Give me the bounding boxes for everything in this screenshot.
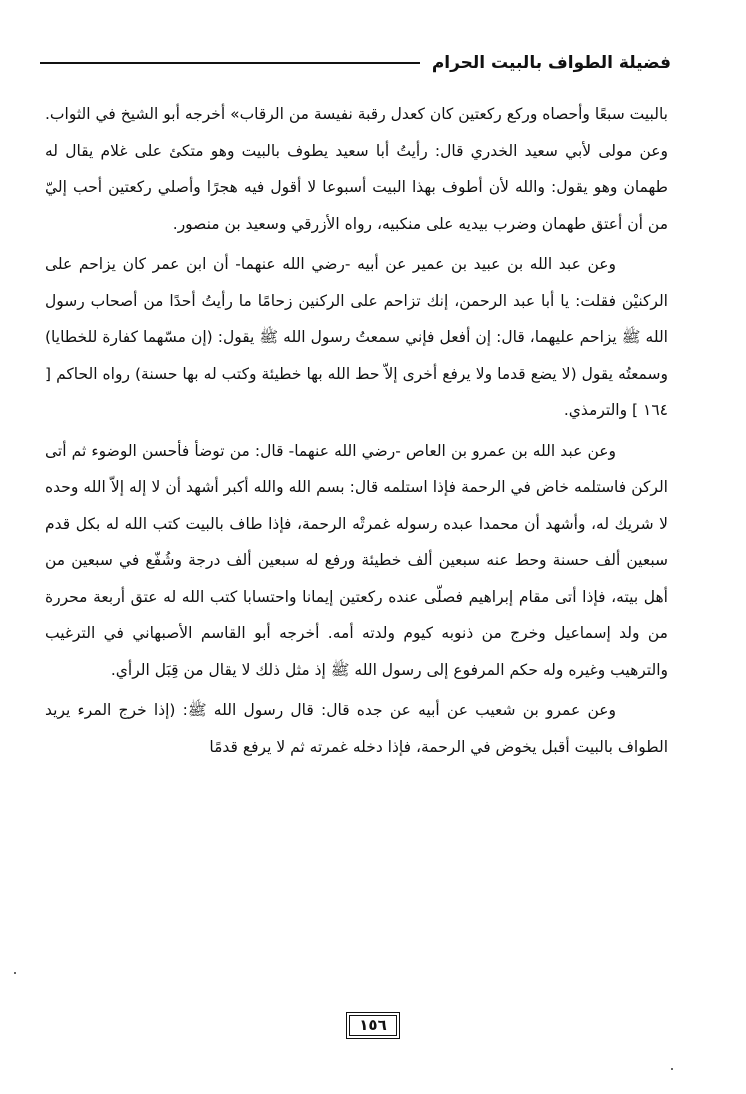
header-rule xyxy=(40,62,420,64)
paragraph: وعن عبد الله بن عبيد بن عمير عن أبيه -رضي الله عنهما- أن ابن عمر كان يزاحم على الركنيْن فقلت: يا أبا عبد الرحمن، إنك تزاحم على الركنين زحامًا ما رأيتُ أحدًا من أصحاب رسول الله ﷺ يزاحم عليهما، قال: إن أفعل فإني سمعتُ رسول الله ﷺ يقول: (إن مسّهما كفارة للخطايا) وسمعتُه يقول (لا يضع قدما ولا يرفع أخرى إلاّ حط الله بها خطيئة وكتب له بها حسنة) رواه الحاكم [ ١٦٤ ] والترمذي. xyxy=(45,255,668,419)
scan-speck xyxy=(14,972,16,974)
page-footer xyxy=(0,1012,746,1039)
paragraph: وعن عمرو بن شعيب عن أبيه عن جده قال: قال رسول الله ﷺ: (إذا خرج المرء يريد الطواف بالبيت أقبل يخوض في الرحمة، فإذا دخله غمرته ثم لا يرفع قدمًا xyxy=(45,701,668,756)
paragraph: بالبيت سبعًا وأحصاه وركع ركعتين كان كعدل رقبة نفيسة من الرقاب» أخرجه أبو الشيخ في الثواب. وعن مولى لأبي سعيد الخدري قال: رأيتُ أبا سعيد يطوف بالبيت وهو متكئ على غلام يقال له طهمان وهو يقول: والله لأن أطوف بهذا البيت أسبوعا لا أقول فيه هجرًا وأصلي ركعتين أحب إليّ من أن أعتق طهمان وضرب بيديه على منكبيه، رواه الأزرقي وسعيد بن منصور. xyxy=(45,105,668,233)
scan-speck xyxy=(671,1068,673,1070)
body-text xyxy=(45,96,668,769)
header-title: فضيلة الطواف بالبيت الحرام xyxy=(431,53,671,73)
running-header xyxy=(40,48,671,78)
page-number: ١٥٦ xyxy=(346,1012,399,1039)
paragraph: وعن عبد الله بن عمرو بن العاص -رضي الله عنهما- قال: من توضأ فأحسن الوضوء ثم أتى الركن فاستلمه خاض في الرحمة فإذا استلمه قال: بسم الله والله أكبر أشهد أن لا إله إلاّ الله وحده لا شريك له، وأشهد أن محمدا عبده رسوله غمرتْه الرحمة، فإذا طاف بالبيت كتب الله له بكل قدم سبعين ألف حسنة وحط عنه سبعين ألف خطيئة ورفع له سبعين ألف درجة وشُفّع في سبعين من أهل بيته، فإذا أتى مقام إبراهيم فصلّى عنده ركعتين إيمانا واحتسابا كتب الله له عتق أربعة محررة من ولد إسماعيل وخرج من ذنوبه كيوم ولدته أمه. أخرجه أبو القاسم الأصبهاني في الترغيب والترهيب وغيره وله حكم المرفوع إلى رسول الله ﷺ إذ مثل ذلك لا يقال من قِبَل الرأي. xyxy=(45,441,668,679)
